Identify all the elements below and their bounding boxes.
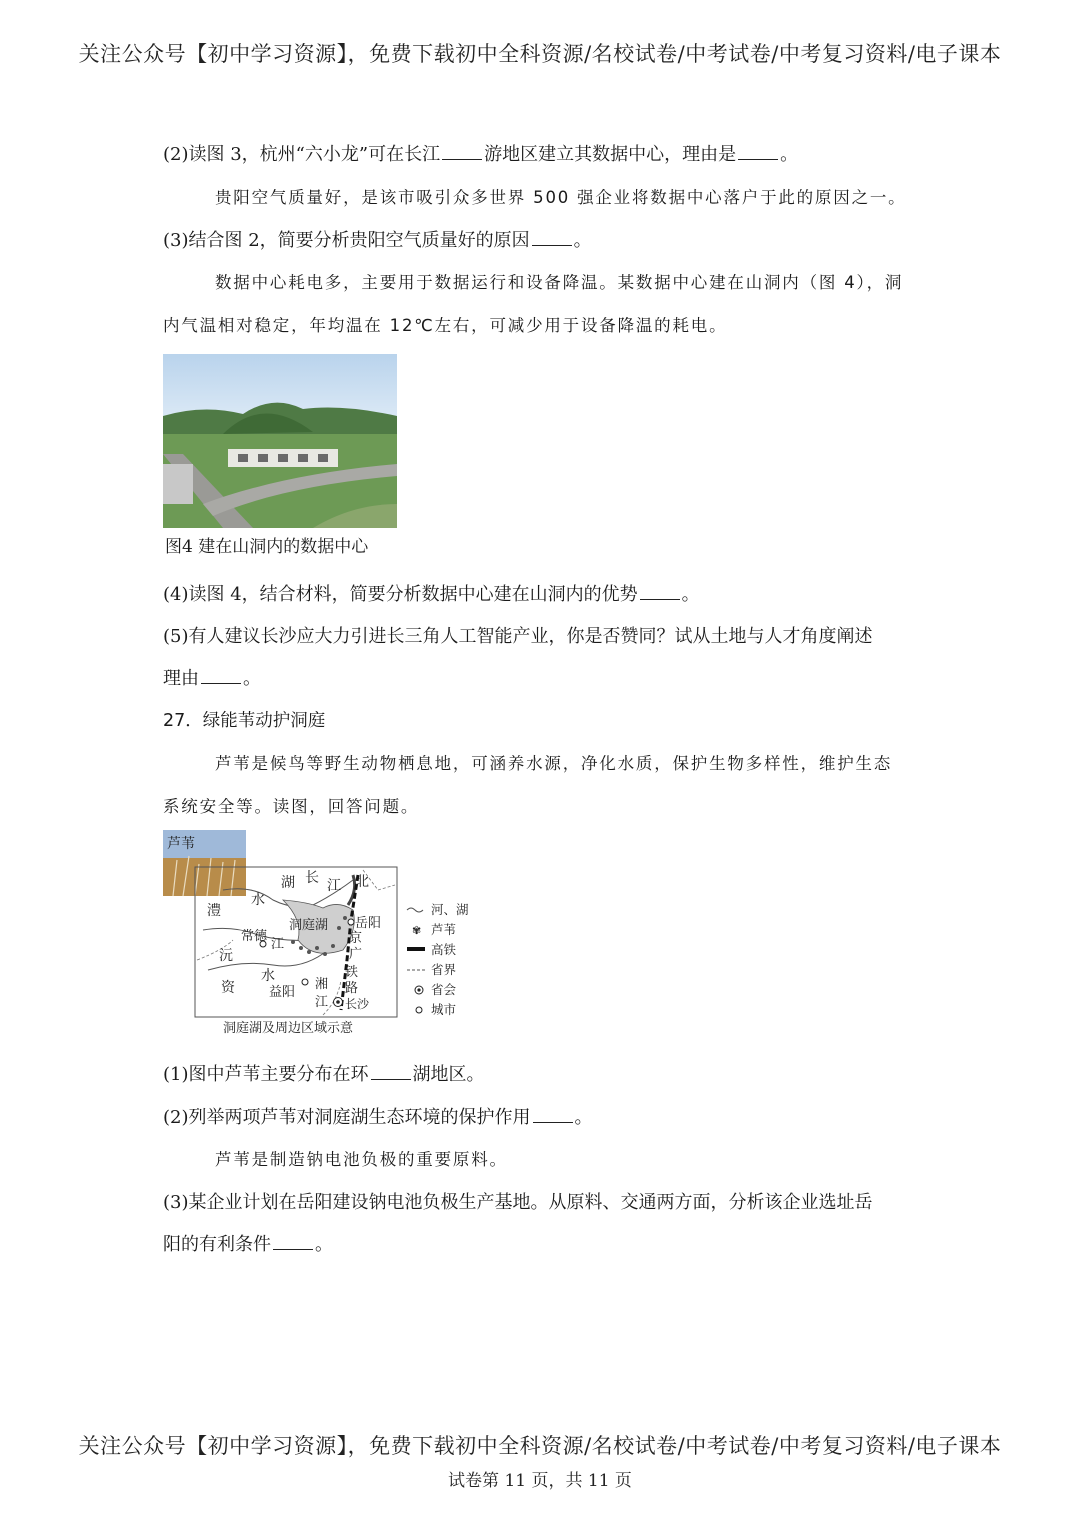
question-text: (2)读图 3，杭州“六小龙”可在长江 [163, 144, 441, 165]
map-label: 水 [251, 892, 265, 908]
figure-4-caption: 图4 建在山洞内的数据中心 [165, 537, 369, 557]
map-label: 岳阳 [355, 916, 382, 931]
legend-item: 河、湖 [431, 902, 469, 917]
map-label: 广 [349, 947, 363, 962]
city-marker-yueyang [348, 919, 354, 925]
question-text: 。 [681, 584, 700, 605]
dongting-map [163, 830, 483, 1040]
legend-item: 省会 [431, 982, 457, 997]
legend-river-icon [407, 908, 423, 912]
answer-blank[interactable] [640, 585, 680, 600]
map-label: 铁 [345, 965, 359, 980]
answer-blank[interactable] [273, 1235, 313, 1250]
question-26-3 [163, 226, 592, 252]
map-label: 水 [261, 968, 275, 984]
material-guiyang: 贵阳空气质量好，是该市吸引众多世界 500 强企业将数据中心落户于此的原因之一。 [215, 188, 907, 207]
question-text: 理由 [163, 668, 199, 689]
map-label: 资 [221, 980, 235, 996]
answer-blank[interactable] [738, 145, 778, 160]
question-text: (2)列举两项芦苇对洞庭湖生态环境的保护作用 [163, 1107, 531, 1128]
top-banner: 关注公众号【初中学习资源】，免费下载初中全科资源/名校试卷/中考试卷/中考复习资料/电子课本 [78, 42, 1002, 66]
figure-4-photo [163, 354, 397, 528]
map-label: 长沙 [345, 997, 370, 1011]
material-reed-line1: 芦苇是候鸟等野生动物栖息地，可涵养水源，净化水质，保护生物多样性，维护生态 [215, 754, 893, 773]
question-27-title: 27．绿能苇动护洞庭 [163, 711, 326, 731]
map-label: 洞庭湖 [289, 918, 329, 933]
question-text: (3)结合图 2，简要分析贵阳空气质量好的原因 [163, 230, 530, 251]
map-label: 江 [315, 995, 329, 1010]
answer-blank[interactable] [442, 145, 482, 160]
bottom-banner: 关注公众号【初中学习资源】，免费下载初中全科资源/名校试卷/中考试卷/中考复习资料/电子课本 [78, 1434, 1002, 1458]
map-label: 澧 [207, 903, 221, 919]
map-label: 京 [349, 931, 363, 946]
question-27-3-line2 [163, 1230, 333, 1256]
question-26-5-line2 [163, 664, 261, 690]
legend-city-icon [416, 1007, 422, 1013]
legend-item: 省界 [431, 962, 457, 977]
question-27-2 [163, 1103, 593, 1129]
material-datacenter-line2: 内气温相对稳定，年均温在 12℃左右，可减少用于设备降温的耗电。 [163, 316, 728, 335]
question-27-3-line1: (3)某企业计划在岳阳建设钠电池负极生产基地。从原料、交通两方面，分析该企业选址岳 [163, 1192, 873, 1213]
question-text: 。 [315, 1234, 333, 1255]
map-label: 江 [271, 937, 285, 952]
map-label: 益阳 [269, 985, 296, 1000]
legend-rail-icon [407, 947, 425, 951]
dongting-map-figure [163, 830, 483, 1040]
question-26-4 [163, 580, 700, 606]
question-text: 湖地区。 [412, 1064, 485, 1085]
reed-photo-label: 芦苇 [167, 836, 195, 852]
question-text: 阳的有利条件 [163, 1234, 271, 1255]
map-caption: 洞庭湖及周边区域示意 [223, 1021, 354, 1036]
material-sodium: 芦苇是制造钠电池负极的重要原料。 [215, 1150, 508, 1169]
question-text: 游地区建立其数据中心，理由是 [484, 144, 737, 165]
map-label: 江 [327, 878, 341, 894]
datacenter-cave-image [163, 354, 397, 528]
yangtze-river [348, 875, 355, 905]
question-27-1 [163, 1060, 485, 1086]
question-26-5-line1: (5)有人建议长沙应大力引进长三角人工智能产业，你是否赞同？试从土地与人才角度阐述 [163, 626, 873, 647]
question-text: 。 [574, 1107, 593, 1128]
legend-item: 高铁 [431, 942, 457, 957]
map-label: 湘 [315, 977, 329, 992]
answer-blank[interactable] [201, 669, 241, 684]
material-reed-line2: 系统安全等。读图，回答问题。 [163, 797, 420, 816]
question-text: 。 [780, 144, 799, 165]
question-text: 。 [573, 230, 592, 251]
page-footer: 试卷第 11 页，共 11 页 [448, 1471, 632, 1491]
answer-blank[interactable] [371, 1065, 411, 1080]
answer-blank[interactable] [533, 1108, 573, 1123]
map-label: 路 [345, 981, 359, 996]
legend-item: 芦苇 [431, 922, 457, 937]
map-legend [407, 902, 469, 1017]
map-label: 常德 [241, 929, 268, 944]
question-text: (4)读图 4，结合材料，简要分析数据中心建在山洞内的优势 [163, 584, 638, 605]
question-26-2 [163, 140, 798, 166]
map-label: 湖 [281, 875, 295, 891]
legend-reed-icon: ✾ [412, 924, 422, 937]
question-text: 。 [243, 668, 261, 689]
map-label: 长 [305, 870, 319, 886]
map-label: 北 [355, 874, 369, 890]
material-datacenter-line1: 数据中心耗电多，主要用于数据运行和设备降温。某数据中心建在山洞内（图 4），洞 [215, 273, 904, 292]
answer-blank[interactable] [532, 231, 572, 246]
question-text: (1)图中芦苇主要分布在环 [163, 1064, 369, 1085]
legend-item: 城市 [431, 1002, 457, 1017]
map-label: 沅 [219, 948, 233, 964]
city-marker-yiyang [302, 979, 308, 985]
